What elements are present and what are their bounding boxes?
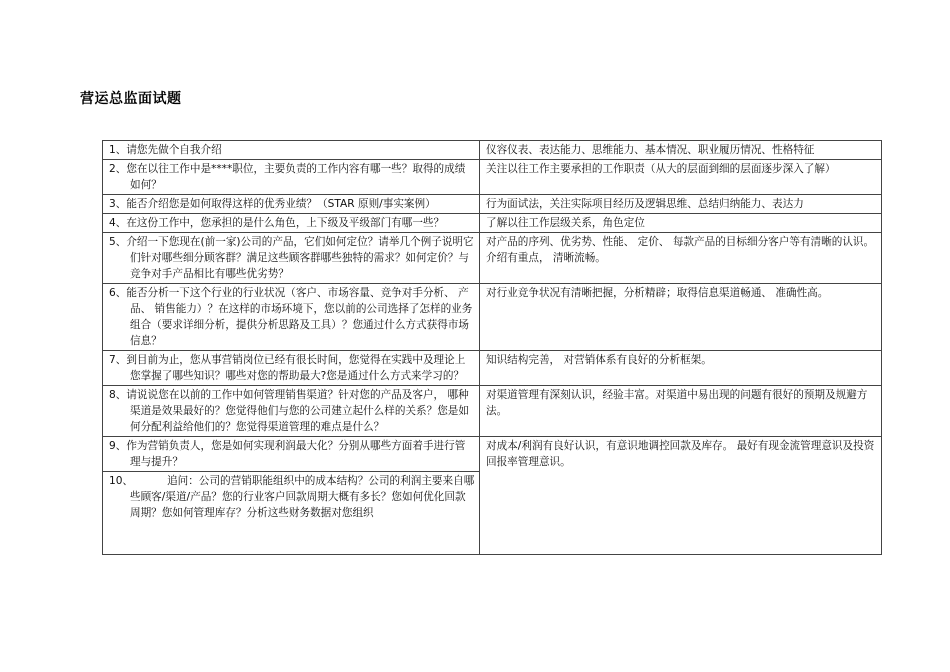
question-text: 请说说您在以前的工作中如何管理销售渠道？针对您的产品及客户， 哪种渠道是效果最好的？您觉得他们与您的公司建立起什么样的关系？您是如何分配利益给他们的？您觉得渠道管理的难点是什么？ xyxy=(126,389,469,433)
question-cell xyxy=(103,141,480,160)
question-cell xyxy=(103,472,480,555)
question-text: 能否介绍您是如何取得这样的优秀业绩？（STAR 原则/事实案例） xyxy=(126,198,436,210)
question-text: 到目前为止，您从事营销岗位已经有很长时间，您觉得在实践中及理论上您掌握了哪些知识？哪些对您的帮助最大?您是通过什么方式来学习的？ xyxy=(126,354,466,382)
criteria-cell: 了解以往工作层级关系，角色定位 xyxy=(480,214,882,233)
criteria-cell: 关注以往工作主要承担的工作职责（从大的层面到细的层面逐步深入了解） xyxy=(480,160,882,195)
question-number: 7、 xyxy=(109,354,127,366)
question-text: 您在以往工作中是****职位，主要负责的工作内容有哪一些？取得的成绩如何？ xyxy=(126,163,466,191)
question-text: 作为营销负责人，您是如何实现利润最大化？分别从哪些方面着手进行管理与提升？ xyxy=(126,440,466,468)
question-text: 介绍一下您现在(前一家)公司的产品，它们如何定位？请举几个例子说明它们针对哪些细分顾客群？满足这些顾客群哪些独特的需求？如何定价？与竞争对手产品相比有哪些优劣势？ xyxy=(126,236,474,280)
question-cell xyxy=(103,386,480,437)
question-cell xyxy=(103,437,480,472)
table-row xyxy=(103,233,882,284)
table-row xyxy=(103,437,882,472)
question-number: 1、 xyxy=(109,144,127,156)
question-text: 追问：公司的营销职能组织中的成本结构？公司的利润主要来自哪些顾客/渠道/产品？您的行业客户回款周期大概有多长？您如何优化回款周期？您如何管理库存？分析这些财务数据对您组织 xyxy=(130,475,475,519)
question-number: 9、 xyxy=(109,440,127,452)
question-cell xyxy=(103,195,480,214)
question-text: 请您先做个自我介绍 xyxy=(126,144,222,156)
table-row xyxy=(103,141,882,160)
question-cell xyxy=(103,284,480,351)
question-number: 6、 xyxy=(109,287,127,299)
page-title: 营运总监面试题 xyxy=(80,91,182,107)
table-row xyxy=(103,160,882,195)
criteria-cell: 仪容仪表、表达能力、思维能力、基本情况、职业履历情况、性格特征 xyxy=(480,141,882,160)
table-row xyxy=(103,195,882,214)
criteria-cell: 知识结构完善， 对营销体系有良好的分析框架。 xyxy=(480,351,882,386)
criteria-cell: 行为面试法，关注实际项目经历及逻辑思维、总结归纳能力、表达力 xyxy=(480,195,882,214)
question-number: 5、 xyxy=(109,236,127,248)
question-text: 能否分析一下这个行业的行业状况（客户、市场容量、竞争对手分析、 产品、 销售能力）？在这样的市场环境下，您以前的公司选择了怎样的业务组合（要求详细分析，提供分析思路及工具）？您通过什么方式获得市场信息？ xyxy=(126,287,473,347)
table-row xyxy=(103,214,882,233)
question-cell xyxy=(103,160,480,195)
question-cell xyxy=(103,214,480,233)
criteria-cell: 对产品的序列、优劣势、性能、 定价、 每款产品的目标细分客户等有清晰的认识。 介绍有重点， 清晰流畅。 xyxy=(480,233,882,284)
interview-questions-table xyxy=(102,140,882,555)
question-cell xyxy=(103,233,480,284)
question-number: 10、 xyxy=(109,475,134,487)
question-cell xyxy=(103,351,480,386)
question-number: 2、 xyxy=(109,163,127,175)
question-text: 在这份工作中，您承担的是什么角色，上下级及平级部门有哪一些？ xyxy=(126,217,445,229)
question-number: 8、 xyxy=(109,389,127,401)
question-number: 3、 xyxy=(109,198,127,210)
table-row xyxy=(103,284,882,351)
question-number: 4、 xyxy=(109,217,127,229)
criteria-cell: 对渠道管理有深刻认识，经验丰富。对渠道中易出现的问题有很好的预期及规避方法。 xyxy=(480,386,882,437)
criteria-cell: 对成本/利润有良好认识，有意识地调控回款及库存。 最好有现金流管理意识及投资回报率管理意识。 xyxy=(480,437,882,555)
table-row xyxy=(103,386,882,437)
table-row xyxy=(103,351,882,386)
criteria-cell: 对行业竞争状况有清晰把握，分析精辟；取得信息渠道畅通、 准确性高。 xyxy=(480,284,882,351)
